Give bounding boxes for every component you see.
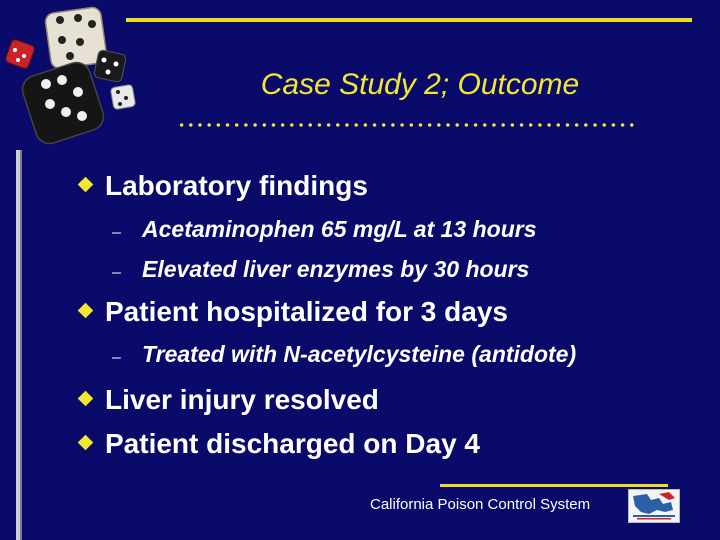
- dice-icon: [0, 0, 150, 160]
- sub-bullet-text: Treated with N-acetylcysteine (antidote): [142, 341, 577, 367]
- cpcs-logo-icon: [628, 489, 680, 523]
- sub-bullet-liver-enzymes: [112, 256, 529, 283]
- sub-bullet-acetaminophen: [112, 216, 537, 243]
- dash-icon: –: [112, 224, 121, 241]
- diamond-bullet-icon: [78, 435, 94, 451]
- sub-bullet-text: Acetaminophen 65 mg/L at 13 hours: [142, 216, 537, 242]
- top-rule: [126, 18, 692, 22]
- bullet-text: Liver injury resolved: [105, 384, 379, 415]
- sub-bullet-text: Elevated liver enzymes by 30 hours: [142, 256, 530, 282]
- sub-bullet-treated: [112, 341, 576, 368]
- slide-title: Case Study 2; Outcome: [260, 68, 580, 101]
- diamond-bullet-icon: [78, 391, 94, 407]
- left-rule-shadow: [20, 150, 22, 540]
- bullet-discharged: [80, 428, 480, 460]
- bullet-text: Patient discharged on Day 4: [105, 428, 480, 459]
- title-dotted-underline: [177, 120, 639, 130]
- bullet-liver-injury: [80, 384, 379, 416]
- footer-rule: [440, 484, 668, 487]
- bullet-text: Patient hospitalized for 3 days: [105, 296, 508, 327]
- bullet-text: Laboratory findings: [105, 170, 368, 201]
- dash-icon: –: [112, 349, 121, 366]
- bullet-laboratory-findings: [80, 170, 368, 202]
- dash-icon: –: [112, 264, 121, 281]
- diamond-bullet-icon: [78, 303, 94, 319]
- diamond-bullet-icon: [78, 177, 94, 193]
- bullet-hospitalized: [80, 296, 508, 328]
- footer-organization: California Poison Control System: [370, 496, 591, 513]
